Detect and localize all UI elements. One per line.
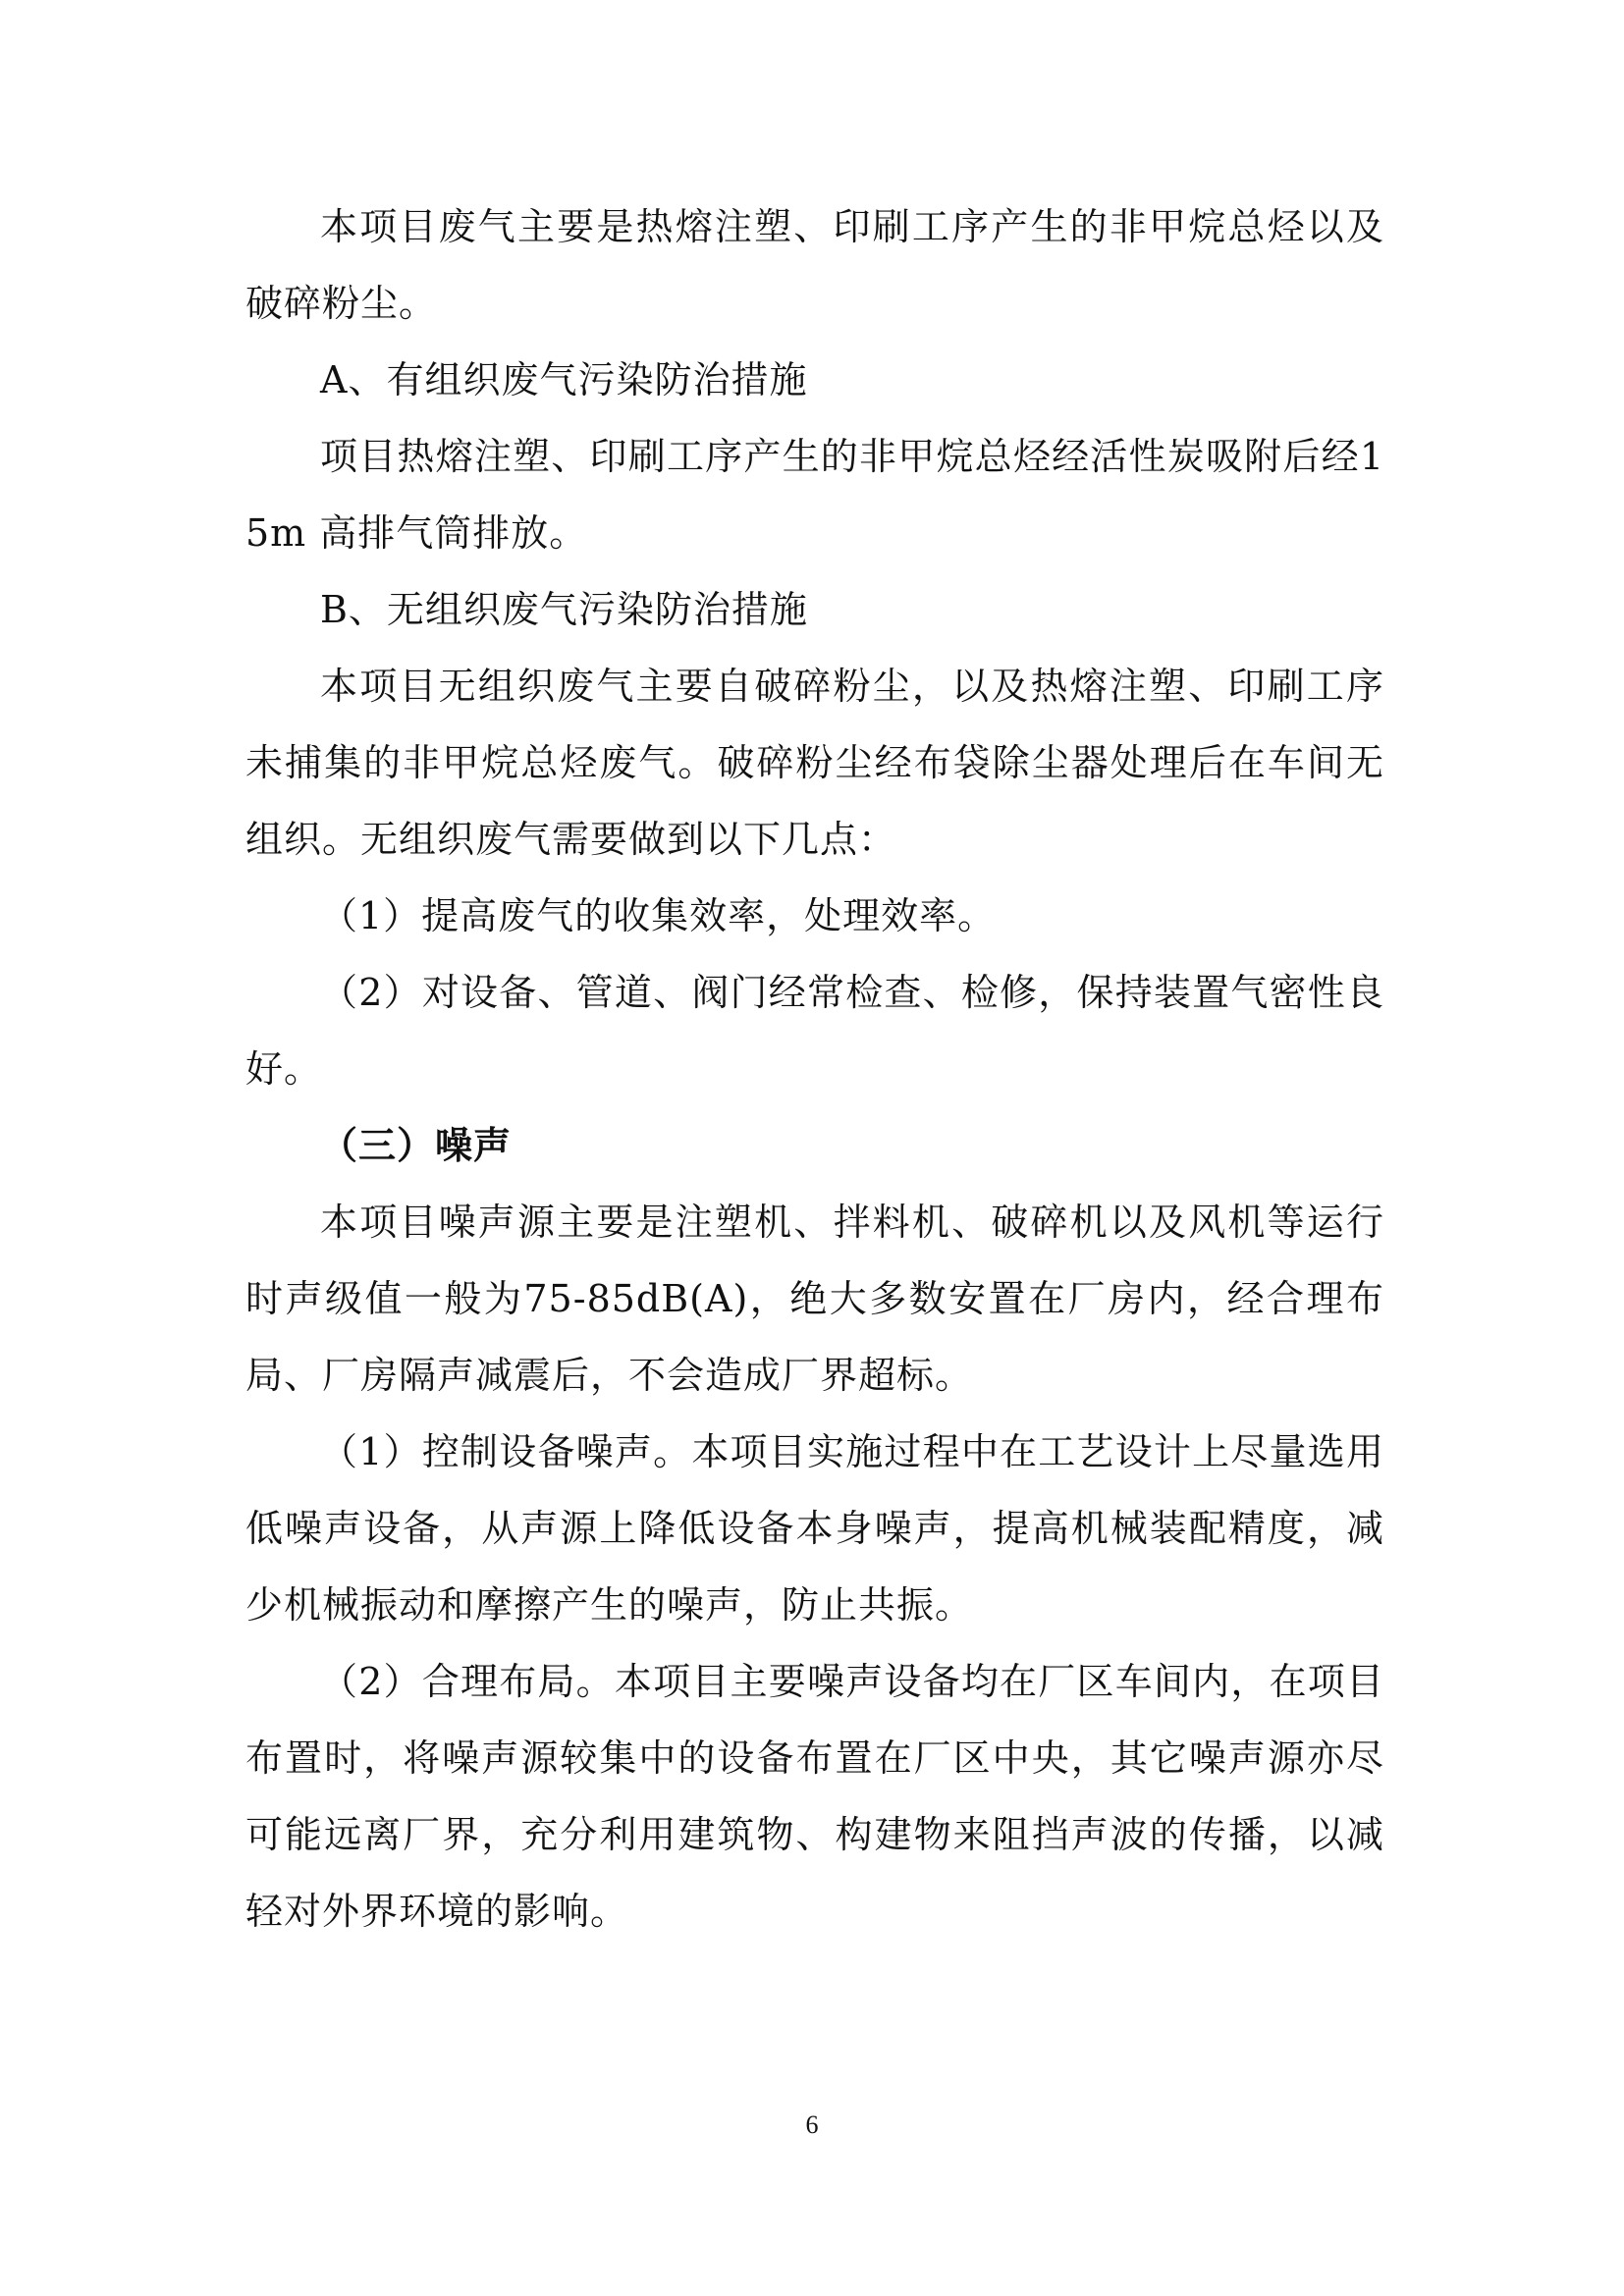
- paragraph-noise-item-2: （2）合理布局。本项目主要噪声设备均在厂区车间内，在项目布置时，将噪声源较集中的设备布置在厂区中央，其它噪声源亦尽可能远离厂界，充分利用建筑物、构建物来阻挡声波的传播，以减轻对外界环境的影响。: [245, 1660, 1384, 1933]
- paragraph-item-1: （1）提高废气的收集效率，处理效率。: [320, 894, 997, 937]
- section-heading-noise: （三）噪声: [320, 1123, 513, 1167]
- paragraph-item-2: （2）对设备、管道、阀门经常检查、检修，保持装置气密性良好。: [245, 971, 1384, 1091]
- page-number: 6: [805, 2110, 819, 2139]
- paragraph-organized-heading: A、有组织废气污染防治措施: [320, 358, 808, 401]
- paragraph-organized-measures: 项目热熔注塑、印刷工序产生的非甲烷总烃经活性炭吸附后经15m 高排气筒排放。: [245, 435, 1384, 555]
- paragraph-unorganized-heading: B、无组织废气污染防治措施: [320, 588, 808, 631]
- page-content: [245, 188, 1384, 1949]
- paragraph-noise-item-1: （1）控制设备噪声。本项目实施过程中在工艺设计上尽量选用低噪声设备，从声源上降低设备本身噪声，提高机械装配精度，减少机械振动和摩擦产生的噪声，防止共振。: [245, 1430, 1384, 1627]
- paragraph-unorganized-measures: 本项目无组织废气主要自破碎粉尘，以及热熔注塑、印刷工序未捕集的非甲烷总烃废气。破碎粉尘经布袋除尘器处理后在车间无组织。无组织废气需要做到以下几点：: [245, 665, 1384, 861]
- paragraph-exhaust-intro: 本项目废气主要是热熔注塑、印刷工序产生的非甲烷总烃以及破碎粉尘。: [245, 205, 1384, 325]
- paragraph-noise-intro: 本项目噪声源主要是注塑机、拌料机、破碎机以及风机等运行时声级值一般为75-85dB(A)，绝大多数安置在厂房内，经合理布局、厂房隔声减震后，不会造成厂界超标。: [245, 1201, 1384, 1397]
